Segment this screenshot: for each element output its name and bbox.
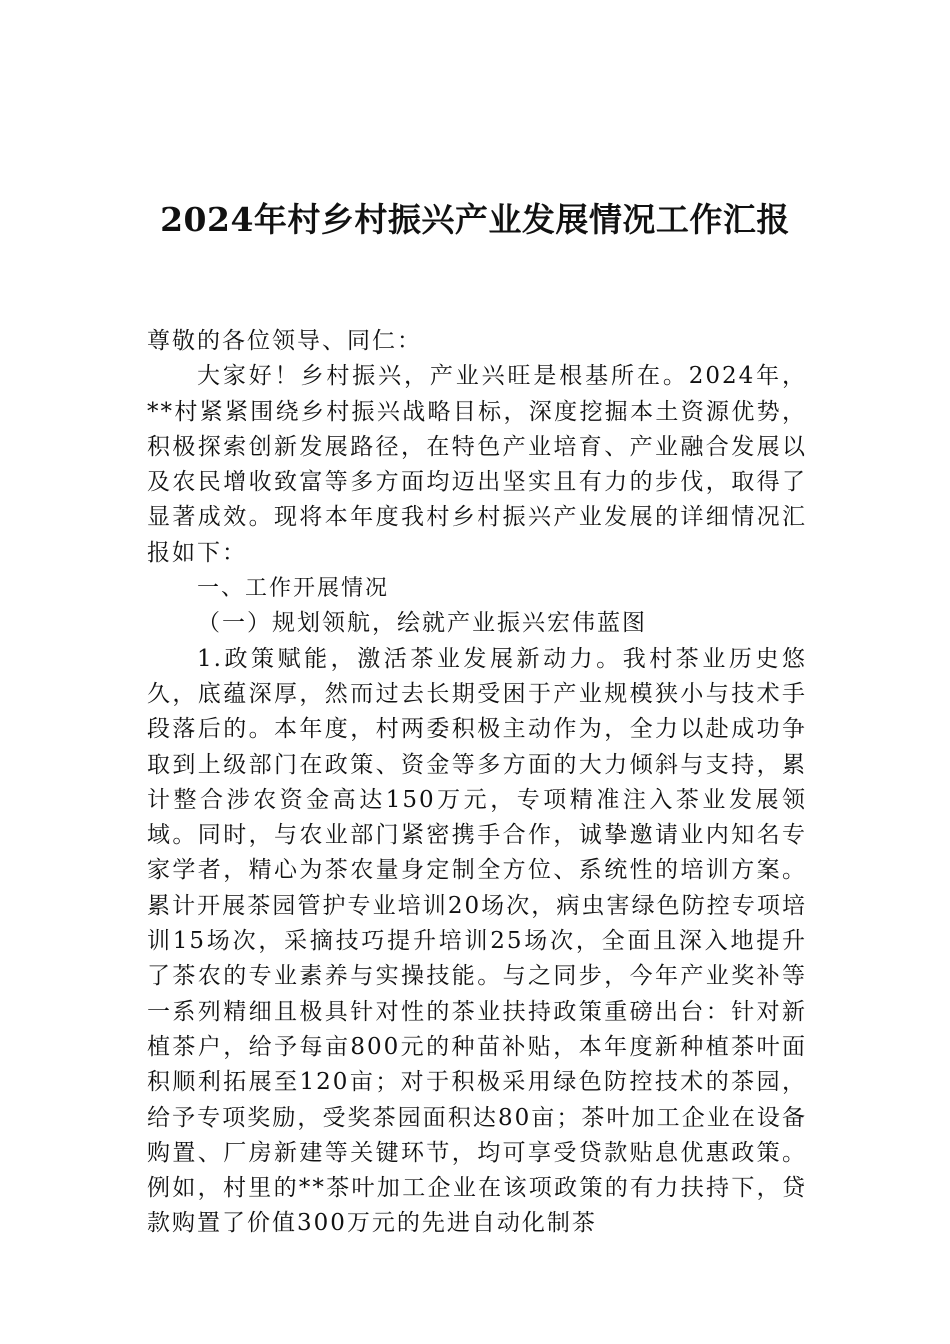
salutation: 尊敬的各位领导、同仁：	[147, 328, 422, 354]
document-body	[147, 324, 807, 1242]
intro-paragraph: 大家好！乡村振兴，产业兴旺是根基所在。2024年，**村紧紧围绕乡村振兴战略目标，深度挖掘本土资源优势，积极探索创新发展路径，在特色产业培育、产业融合发展以及农民增收致富等多方面均迈出坚实且有力的步伐，取得了显著成效。现将本年度我村乡村振兴产业发展的详细情况汇报如下：	[147, 363, 807, 566]
document-title: 2024年村乡村振兴产业发展情况工作汇报	[160, 200, 790, 239]
subsection-heading: （一）规划领航，绘就产业振兴宏伟蓝图	[197, 610, 647, 637]
section-heading: 一、工作开展情况	[197, 576, 390, 602]
body-paragraph: 1.政策赋能，激活茶业发展新动力。我村茶业历史悠久，底蕴深厚，然而过去长期受困于产业规模狭小与技术手段落后的。本年度，村两委积极主动作为，全力以赴成功争取到上级部门在政策、资金等多方面的大力倾斜与支持，累计整合涉农资金高达150万元，专项精准注入茶业发展领域。同时，与农业部门紧密携手合作，诚挚邀请业内知名专家学者，精心为茶农量身定制全方位、系统性的培训方案。累计开展茶园管护专业培训20场次，病虫害绿色防控专项培训15场次，采摘技巧提升培训25场次，全面且深入地提升了茶农的专业素养与实操技能。与之同步，今年产业奖补等一系列精细且极具针对性的茶业扶持政策重磅出台：针对新植茶户，给予每亩800元的种苗补贴，本年度新种植茶叶面积顺利拓展至120亩；对于积极采用绿色防控技术的茶园，给予专项奖励，受奖茶园面积达80亩；茶叶加工企业在设备购置、厂房新建等关键环节，均可享受贷款贴息优惠政策。例如，村里的**茶叶加工企业在该项政策的有力扶持下，贷款购置了价值300万元的先进自动化制茶	[147, 645, 807, 1237]
